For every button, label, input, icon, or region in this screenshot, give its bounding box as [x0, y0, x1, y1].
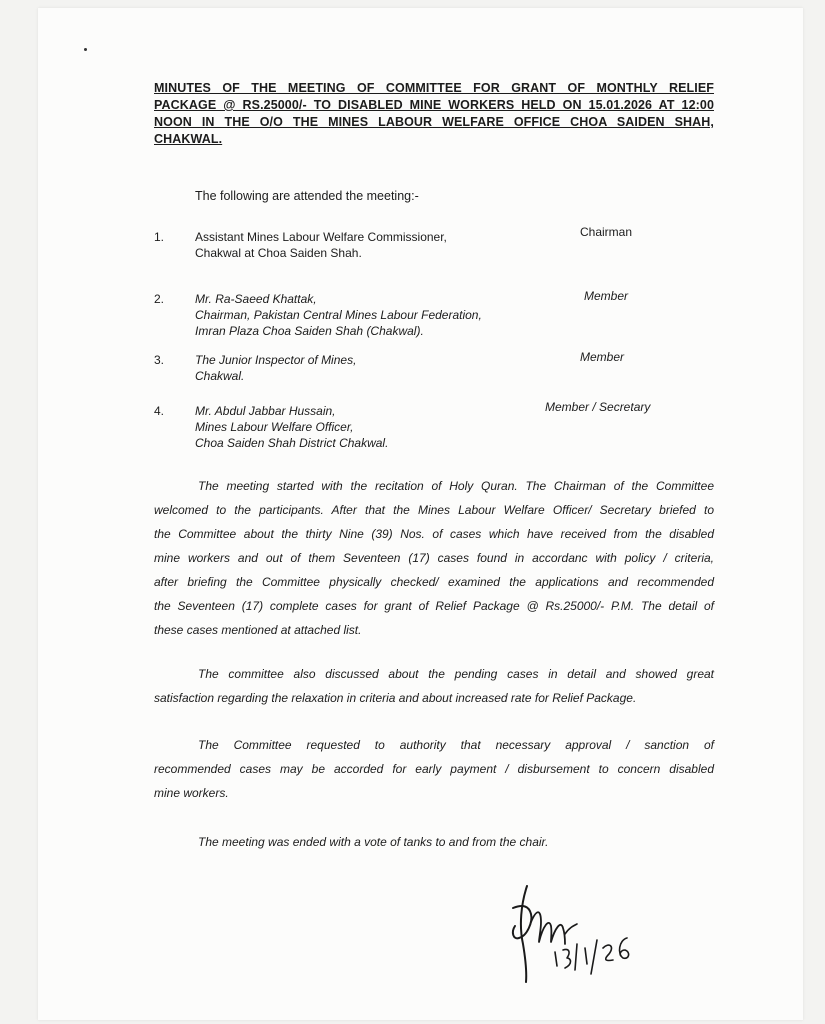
title-line: CHAKWAL.	[154, 132, 223, 146]
paragraph-line: after briefing the Committee physically checked/ examined the applications and recommended	[154, 575, 714, 589]
attendee-line: Chakwal.	[195, 369, 245, 383]
paragraph-line: The meeting started with the recitation of Holy Quran. The Chairman of the Committee	[198, 479, 714, 493]
title-line: NOON IN THE O/O THE MINES LABOUR WELFARE OFFICE CHOA SAIDEN SHAH,	[154, 115, 714, 129]
paragraph-line: recommended cases may be accorded for early payment / disbursement to concern disabled	[154, 762, 714, 776]
paragraph-line: welcomed to the participants. After that the Mines Labour Welfare Officer/ Secretary briefed to	[154, 503, 714, 517]
attendance-intro: The following are attended the meeting:-	[195, 189, 419, 203]
attendee-line: The Junior Inspector of Mines,	[195, 353, 357, 367]
attendee-role: Member / Secretary	[545, 400, 651, 414]
signature-stroke	[585, 948, 587, 964]
paragraph-line: The committee also discussed about the pending cases in detail and showed great	[198, 667, 714, 681]
signature-stroke	[563, 949, 571, 968]
attendee-number: 1.	[154, 230, 165, 244]
document-title	[154, 80, 714, 148]
attendee-line: Chairman, Pakistan Central Mines Labour Federation,	[195, 308, 482, 322]
signature-stroke	[591, 940, 597, 974]
attendee-line: Mr. Ra-Saeed Khattak,	[195, 292, 317, 306]
signature-stroke	[575, 944, 577, 970]
paragraph-line: satisfaction regarding the relaxation in criteria and about increased rate for Relief Package.	[154, 691, 637, 705]
paragraph-line: mine workers and out of them Seventeen (17) cases found in accordanc with policy / criteria,	[154, 551, 714, 565]
attendee-details	[195, 403, 388, 451]
attendee-line: Mr. Abdul Jabbar Hussain,	[195, 404, 336, 418]
paragraph-line: The meeting was ended with a vote of tanks to and from the chair.	[198, 835, 549, 849]
title-line: MINUTES OF THE MEETING OF COMMITTEE FOR GRANT OF MONTHLY RELIEF	[154, 81, 714, 95]
attendee-line: Mines Labour Welfare Officer,	[195, 420, 354, 434]
signature-image	[505, 878, 645, 988]
attendee-details	[195, 291, 482, 339]
attendee-role: Member	[584, 289, 629, 303]
minutes-paragraph-1	[154, 474, 714, 642]
paragraph-line: mine workers.	[154, 786, 229, 800]
attendee-line: Assistant Mines Labour Welfare Commissioner,	[195, 230, 447, 244]
paper-speck	[84, 48, 87, 51]
signature-stroke	[531, 912, 565, 944]
attendee-number: 2.	[154, 292, 165, 306]
signature-stroke	[555, 952, 557, 966]
paragraph-line: these cases mentioned at attached list.	[154, 623, 362, 637]
attendee-number: 4.	[154, 404, 165, 418]
minutes-paragraph-2	[154, 662, 714, 710]
attendee-details	[195, 229, 447, 261]
paragraph-line: the Seventeen (17) complete cases for grant of Relief Package @ Rs.25000/- P.M. The detail of	[154, 599, 714, 613]
title-line: PACKAGE @ RS.25000/- TO DISABLED MINE WORKERS HELD ON 15.01.2026 AT 12:00	[154, 98, 714, 112]
paragraph-line: The Committee requested to authority that necessary approval / sanction of	[198, 738, 714, 752]
attendee-number: 3.	[154, 353, 165, 367]
attendee-role: Member	[580, 350, 625, 364]
attendee-line: Choa Saiden Shah District Chakwal.	[195, 436, 389, 450]
minutes-paragraph-3	[154, 733, 714, 805]
attendee-line: Imran Plaza Choa Saiden Shah (Chakwal).	[195, 324, 424, 338]
signature-stroke	[620, 938, 629, 958]
minutes-paragraph-4	[154, 830, 714, 854]
attendee-details	[195, 352, 356, 384]
paragraph-line: the Committee about the thirty Nine (39) Nos. of cases which have received from the disabled	[154, 527, 714, 541]
attendee-line: Chakwal at Choa Saiden Shah.	[195, 246, 362, 260]
signature-stroke	[565, 924, 577, 934]
signature-stroke	[603, 945, 613, 960]
attendee-role: Chairman	[580, 225, 633, 239]
